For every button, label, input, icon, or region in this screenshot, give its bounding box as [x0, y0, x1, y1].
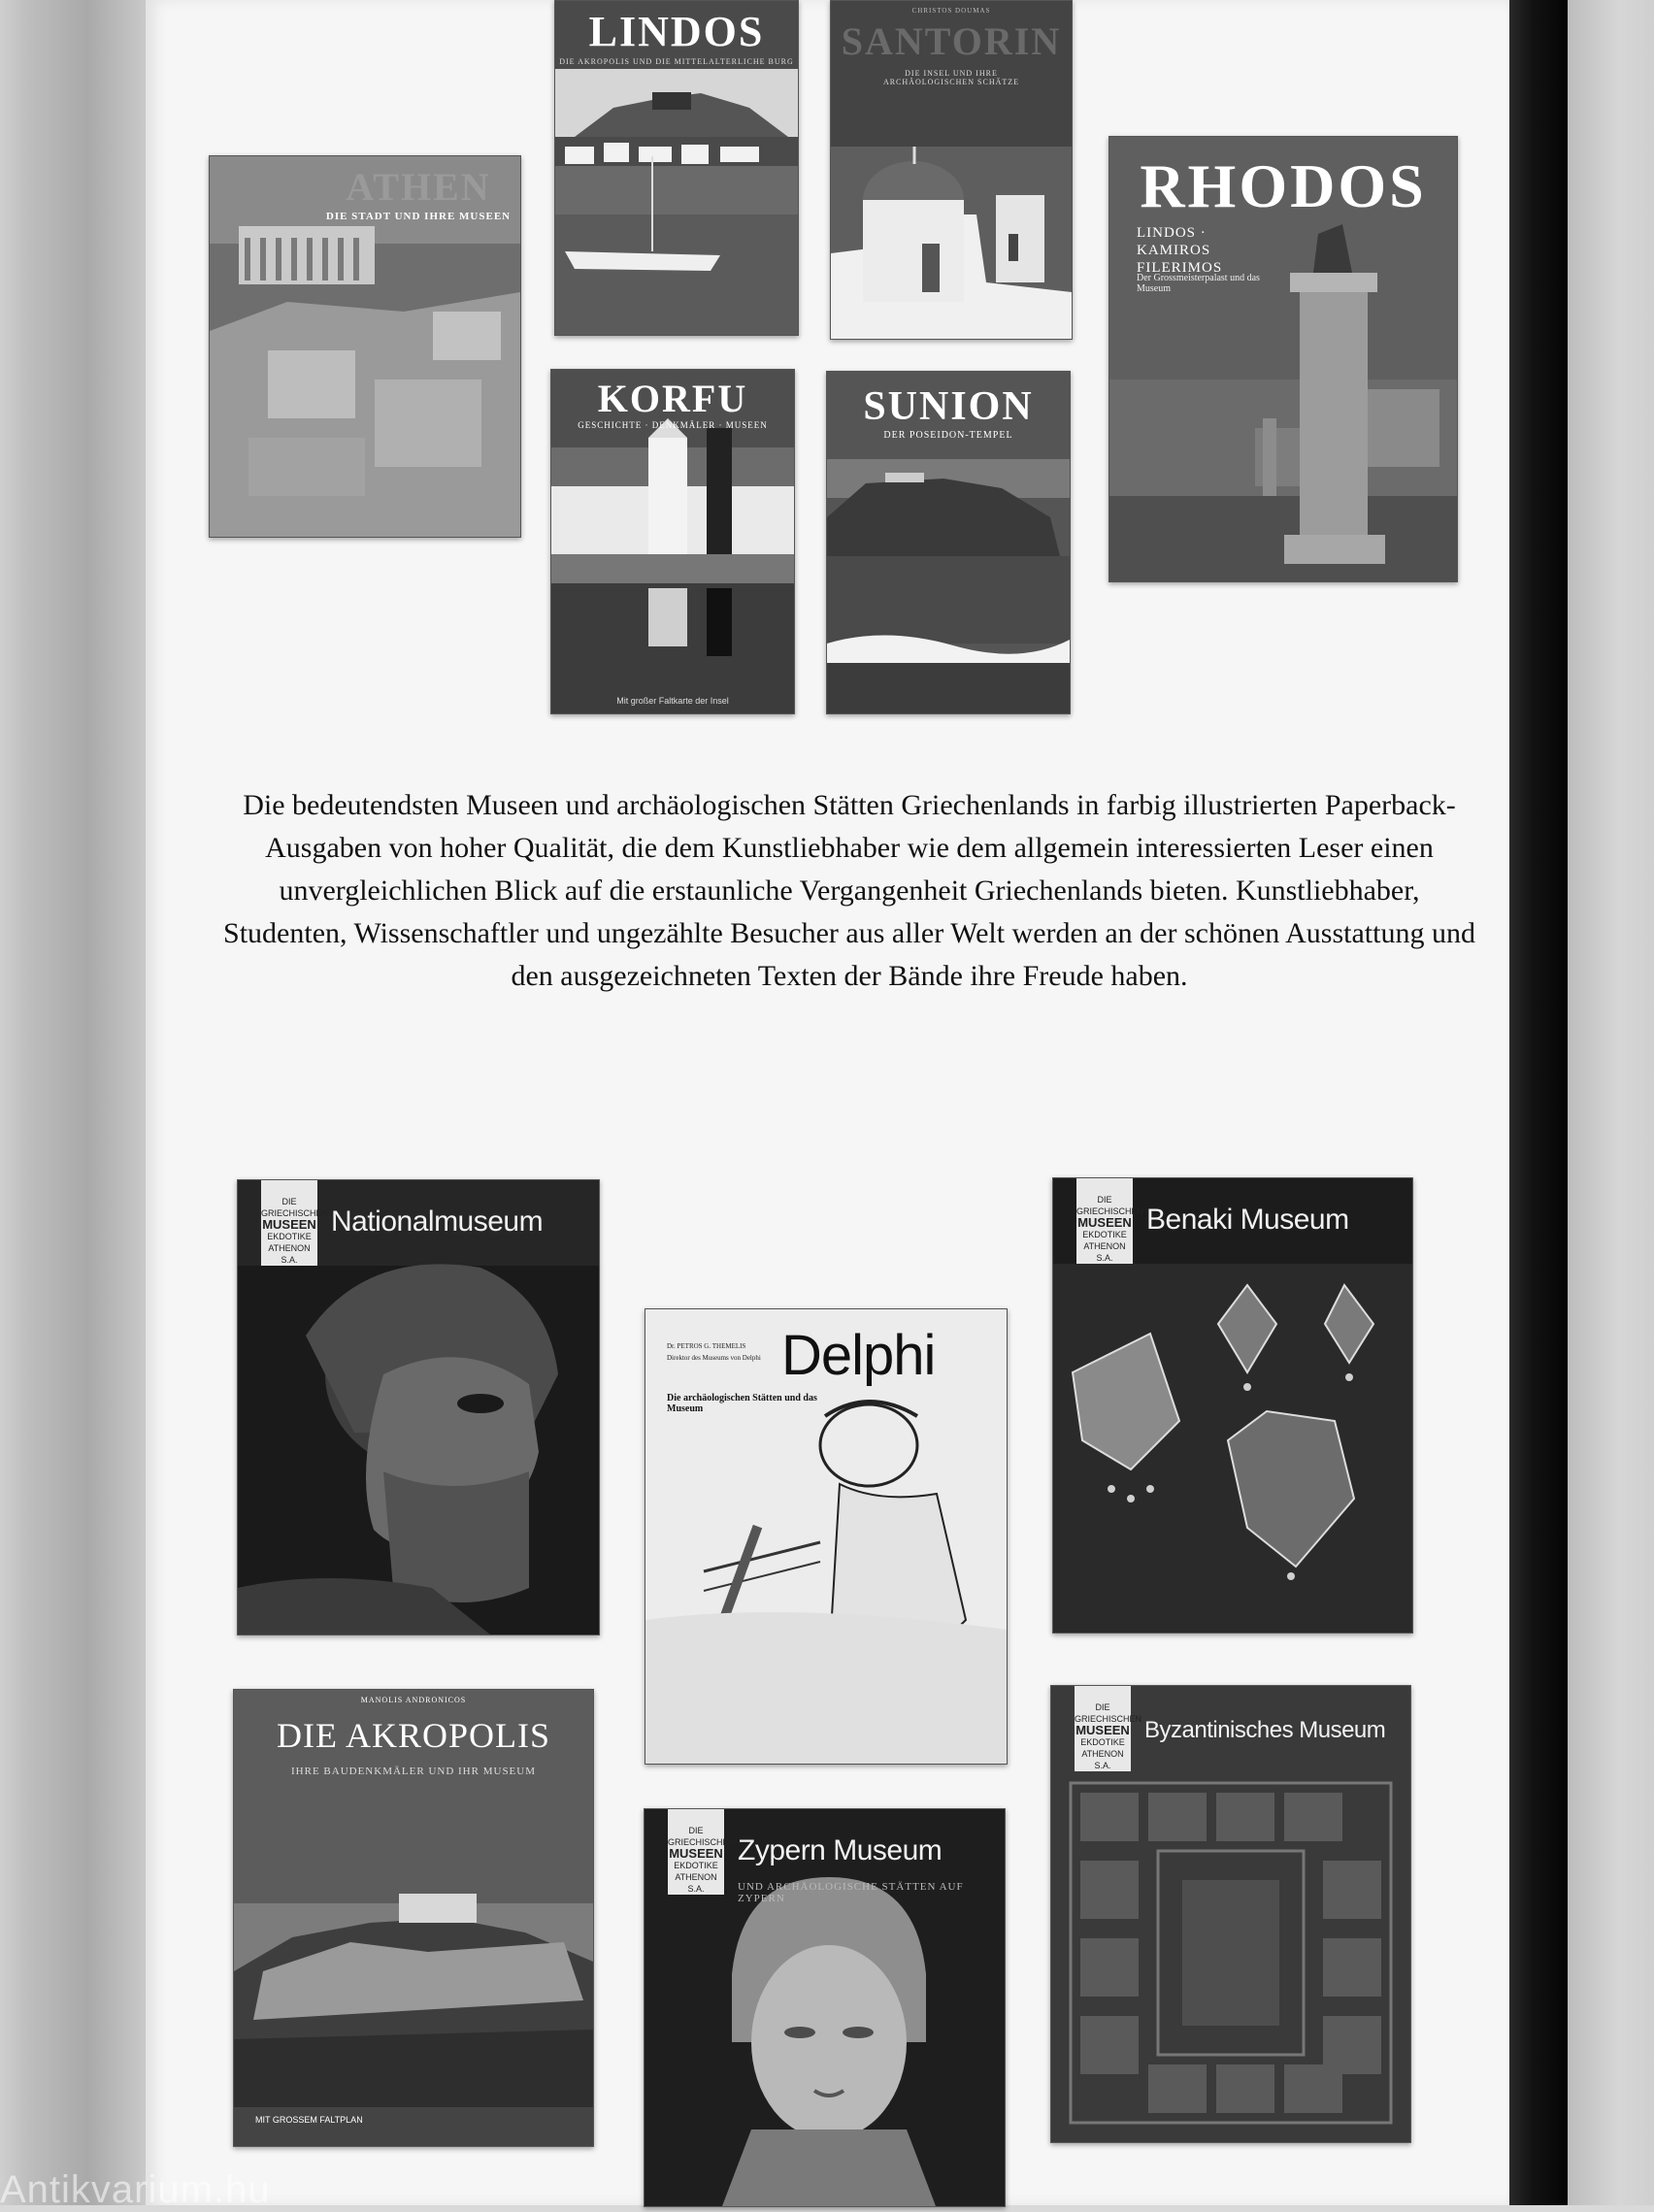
- delphi-subtitle: Die archäologischen Stätten und das Museum: [667, 1393, 817, 1414]
- lindos-subtitle: DIE AKROPOLIS UND DIE MITTELALTERLICHE BURG: [559, 57, 794, 66]
- santorin-subtitle: DIE INSEL UND IHRE ARCHÄOLOGISCHEN SCHÄTZE: [882, 69, 1020, 86]
- rhodos-note: Der Grossmeisterpalast und das Museum: [1137, 273, 1260, 294]
- book-cover-delphi: [645, 1308, 1008, 1765]
- santorin-author: CHRISTOS DOUMAS: [911, 7, 991, 15]
- santorin-title: SANTORIN: [841, 19, 1062, 63]
- nationalmuseum-publisher-logo: [261, 1180, 329, 1266]
- left-binding-edge: [0, 0, 146, 2205]
- logo-line1: DIE GRIECHISCHEN: [1076, 1195, 1144, 1216]
- right-paper-edge: [1568, 0, 1654, 2205]
- delphi-author: Dr. PETROS G. THEMELIS: [667, 1342, 746, 1350]
- akropolis-author: MANOLIS ANDRONICOS: [360, 1696, 467, 1704]
- byzantinisches-title: Byzantinisches Museum: [1144, 1717, 1386, 1743]
- book-cover-santorin: [830, 0, 1073, 340]
- logo-line3: EKDOTIKE ATHENON S.A.: [674, 1861, 718, 1894]
- logo-line1: DIE GRIECHISCHEN: [261, 1197, 329, 1218]
- byzantinisches-publisher-logo: [1075, 1686, 1142, 1771]
- right-dark-edge: [1509, 0, 1568, 2205]
- akropolis-footer: MIT GROSSEM FALTPLAN: [255, 2115, 363, 2125]
- logo-line2: MUSEEN: [262, 1217, 316, 1232]
- book-cover-byzantinisches: [1050, 1685, 1411, 2143]
- lindos-title: LINDOS: [588, 8, 765, 55]
- delphi-title: Delphi: [781, 1324, 936, 1387]
- book-cover-lindos: [554, 0, 799, 336]
- sunion-title: SUNION: [863, 384, 1034, 429]
- korfu-title: KORFU: [597, 377, 748, 420]
- zypern-title: Zypern Museum: [738, 1834, 943, 1866]
- logo-line3: EKDOTIKE ATHENON S.A.: [1080, 1737, 1125, 1770]
- logo-line2: MUSEEN: [1075, 1723, 1130, 1737]
- book-cover-akropolis: [233, 1689, 594, 2147]
- logo-line2: MUSEEN: [1077, 1215, 1132, 1230]
- book-cover-rhodos: [1108, 136, 1458, 582]
- rhodos-subtitle: LINDOS · KAMIROS FILERIMOS: [1137, 225, 1223, 276]
- logo-line3: EKDOTIKE ATHENON S.A.: [1082, 1230, 1127, 1263]
- korfu-footer: Mit großer Faltkarte der Insel: [616, 696, 729, 706]
- book-cover-sunion: [826, 371, 1071, 714]
- zypern-subtitle: UND ARCHÄOLOGISCHE STÄTTEN AUF ZYPERN: [738, 1881, 964, 1904]
- athen-title: ATHEN: [346, 165, 491, 209]
- akropolis-title: DIE AKROPOLIS: [276, 1716, 550, 1755]
- logo-line1: DIE GRIECHISCHEN: [1075, 1702, 1142, 1724]
- watermark: Antikvarium.hu: [0, 2168, 271, 2211]
- akropolis-cover-art: [234, 1690, 593, 2146]
- logo-line2: MUSEEN: [669, 1846, 723, 1861]
- delphi-author-note: Direktor des Museums von Delphi: [667, 1354, 761, 1362]
- book-cover-korfu: [550, 369, 795, 714]
- logo-line3: EKDOTIKE ATHENON S.A.: [267, 1232, 312, 1265]
- athen-subtitle: DIE STADT UND IHRE MUSEEN: [325, 211, 512, 222]
- series-description: Die bedeutendsten Museen und archäologischen Stätten Griechenlands in farbig illustrierten Paperback-Ausgaben von hoher Qualität, die dem Kunstliebhaber wie dem allgemein interessierten Leser einen unvergleichlichen Blick auf die erstaunliche Vergangenheit Griechenlands bieten. Kunstliebhaber, Studenten, Wissenschaftler und ungezählte Besucher aus aller Welt werden an der schönen Ausstattung und den ausgezeichneten Texten der Bände ihre Freude haben.: [223, 789, 1475, 992]
- logo-line1: DIE GRIECHISCHEN: [668, 1826, 736, 1847]
- book-cover-benaki: [1052, 1177, 1413, 1634]
- akropolis-subtitle: IHRE BAUDENKMÄLER UND IHR MUSEUM: [291, 1766, 536, 1777]
- rhodos-title: RHODOS: [1140, 151, 1427, 220]
- book-cover-athen: [209, 155, 521, 538]
- book-cover-zypern: [644, 1808, 1006, 2207]
- zypern-publisher-logo: [668, 1809, 736, 1895]
- nationalmuseum-title: Nationalmuseum: [331, 1205, 544, 1238]
- korfu-subtitle: GESCHICHTE · DENKMÄLER · MUSEEN: [578, 420, 768, 430]
- sunion-subtitle: DER POSEIDON-TEMPEL: [883, 430, 1013, 441]
- book-cover-nationalmuseum: [237, 1179, 600, 1635]
- benaki-title: Benaki Museum: [1146, 1204, 1349, 1236]
- benaki-publisher-logo: [1076, 1178, 1144, 1264]
